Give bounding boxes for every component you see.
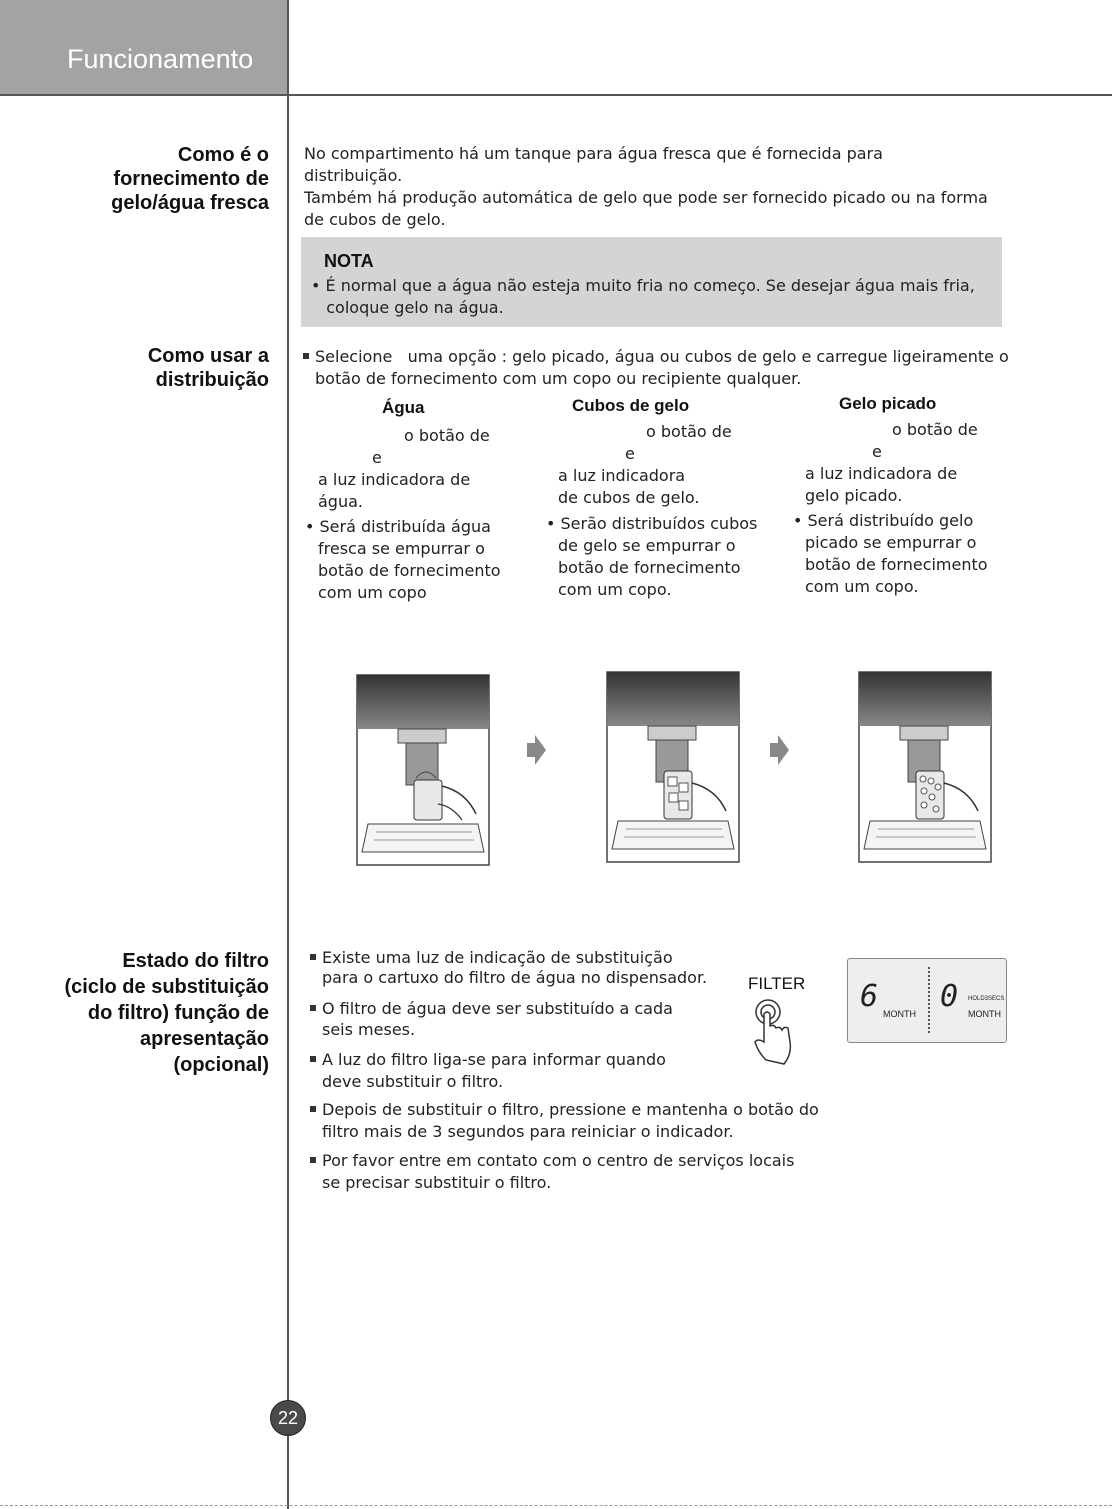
filter-bullet-1-line-2: para o cartuxo do filtro de água no dispensador. (322, 968, 708, 987)
column-divider (287, 0, 289, 1509)
crushed-step-2: e (872, 442, 882, 461)
bullet-square (310, 954, 316, 960)
cubes-step-1: o botão de (646, 422, 732, 441)
hold-3-secs-label: HOLD3SECS (968, 996, 1005, 1002)
cubes-bullet-1: • Serão distribuídos cubos (546, 514, 758, 533)
filter-bullet-4-line-2: filtro mais de 3 segundos para reiniciar o indicador. (322, 1122, 734, 1141)
header-divider (0, 94, 1112, 96)
bullet-square (310, 1005, 316, 1011)
usage-intro-line-2: botão de fornecimento com um copo ou recipiente qualquer. (315, 369, 802, 388)
page-number: 22 (270, 1400, 306, 1436)
crushed-bullet-1: • Será distribuído gelo (793, 511, 974, 530)
water-step-3: a luz indicadora de (318, 470, 471, 489)
dispenser-cubes-illustration (606, 671, 740, 865)
bullet-square (310, 1106, 316, 1112)
water-step-2: e (372, 448, 382, 467)
crushed-step-1: o botão de (892, 420, 978, 439)
filter-bullet-5-line-2: se precisar substituir o filtro. (322, 1173, 552, 1192)
usage-intro-line-1 (303, 346, 1009, 368)
note-box (301, 237, 1002, 327)
note-line-2: coloque gelo na água. (311, 298, 504, 317)
cubes-step-4: de cubos de gelo. (558, 488, 700, 507)
filter-bullet-4-line-1 (310, 1099, 819, 1121)
filter-bullet-1-line-1 (310, 947, 673, 969)
supply-line-3: Também há produção automática de gelo que pode ser fornecido picado ou na forma (304, 188, 988, 207)
crushed-bullet-3: botão de fornecimento (805, 555, 988, 574)
bullet-square (303, 353, 309, 359)
dispenser-water-illustration (356, 674, 490, 868)
supply-line-1: No compartimento há um tanque para água fresca que é fornecida para (304, 144, 883, 163)
cubes-bullet-2: de gelo se empurrar o (558, 536, 736, 555)
column-title-crushed-ice: Gelo picado (839, 394, 937, 413)
bullet-square (310, 1056, 316, 1062)
filter-bullet-3-line-2: deve substituir o filtro. (322, 1072, 504, 1091)
cubes-bullet-4: com um copo. (558, 580, 672, 599)
cubes-step-3: a luz indicadora (558, 466, 686, 485)
left-month-digit: 6 (860, 979, 879, 1014)
filter-bullet-3-text: A luz do filtro liga-se para informar quando (322, 1050, 666, 1069)
filter-bullet-2-text: O filtro de água deve ser substituído a cada (322, 999, 673, 1018)
cubes-step-2: e (625, 444, 635, 463)
water-bullet-3: botão de fornecimento (318, 561, 501, 580)
filter-button-label: FILTER (748, 974, 806, 993)
usage-intro-text-1: Selecione uma opção : gelo picado, água ou cubos de gelo e carregue ligeiramente o (315, 347, 1009, 366)
left-month-unit: MONTH (883, 1009, 916, 1019)
section-heading-supply: Como é o fornecimento de gelo/água fresca (111, 144, 269, 214)
crushed-bullet-2: picado se empurrar o (805, 533, 977, 552)
section-heading-usage: Como usar a distribuição (147, 345, 269, 391)
note-line-1: • É normal que a água não esteja muito fria no começo. Se desejar água mais fria, (311, 276, 975, 295)
column-title-water: Água (382, 398, 425, 417)
water-bullet-1: • Será distribuída água (305, 517, 491, 536)
bottom-divider (0, 1505, 1112, 1507)
crushed-step-3: a luz indicadora de (805, 464, 958, 483)
bullet-square (310, 1157, 316, 1163)
supply-line-4: de cubos de gelo. (304, 210, 446, 229)
filter-status-display (847, 958, 1007, 1043)
cubes-bullet-3: botão de fornecimento (558, 558, 741, 577)
filter-bullet-3-line-1 (310, 1049, 666, 1071)
section-heading-filter: Estado do filtro (ciclo de substituição do filtro) função de apresentação (opcional) (64, 950, 269, 1076)
water-step-1: o botão de (404, 426, 490, 445)
column-title-ice-cubes: Cubos de gelo (572, 396, 690, 415)
crushed-step-4: gelo picado. (805, 486, 903, 505)
filter-bullet-4-text: Depois de substituir o filtro, pressione e mantenha o botão do (322, 1100, 819, 1119)
supply-line-2: distribuição. (304, 166, 403, 185)
water-bullet-2: fresca se empurrar o (318, 539, 485, 558)
filter-button-press-icon[interactable] (750, 998, 798, 1070)
arrow-right-icon (525, 734, 547, 766)
page-section-title: Funcionamento (67, 44, 254, 74)
filter-bullet-5-line-1 (310, 1150, 794, 1172)
filter-bullet-1-text: Existe uma luz de indicação de substituição (322, 948, 673, 967)
filter-bullet-2-line-2: seis meses. (322, 1020, 416, 1039)
water-bullet-4: com um copo (318, 583, 427, 602)
filter-bullet-2-line-1 (310, 998, 673, 1020)
crushed-bullet-4: com um copo. (805, 577, 919, 596)
dispenser-crushed-illustration (858, 671, 992, 865)
arrow-right-icon (768, 734, 790, 766)
water-step-4: água. (318, 492, 363, 511)
right-month-unit: MONTH (968, 1009, 1001, 1019)
header-tab (0, 0, 288, 94)
right-month-digit: 0 (940, 979, 959, 1014)
filter-bullet-5-text: Por favor entre em contato com o centro de serviços locais (322, 1151, 795, 1170)
display-separator (928, 967, 930, 1033)
note-title: NOTA (324, 251, 374, 271)
